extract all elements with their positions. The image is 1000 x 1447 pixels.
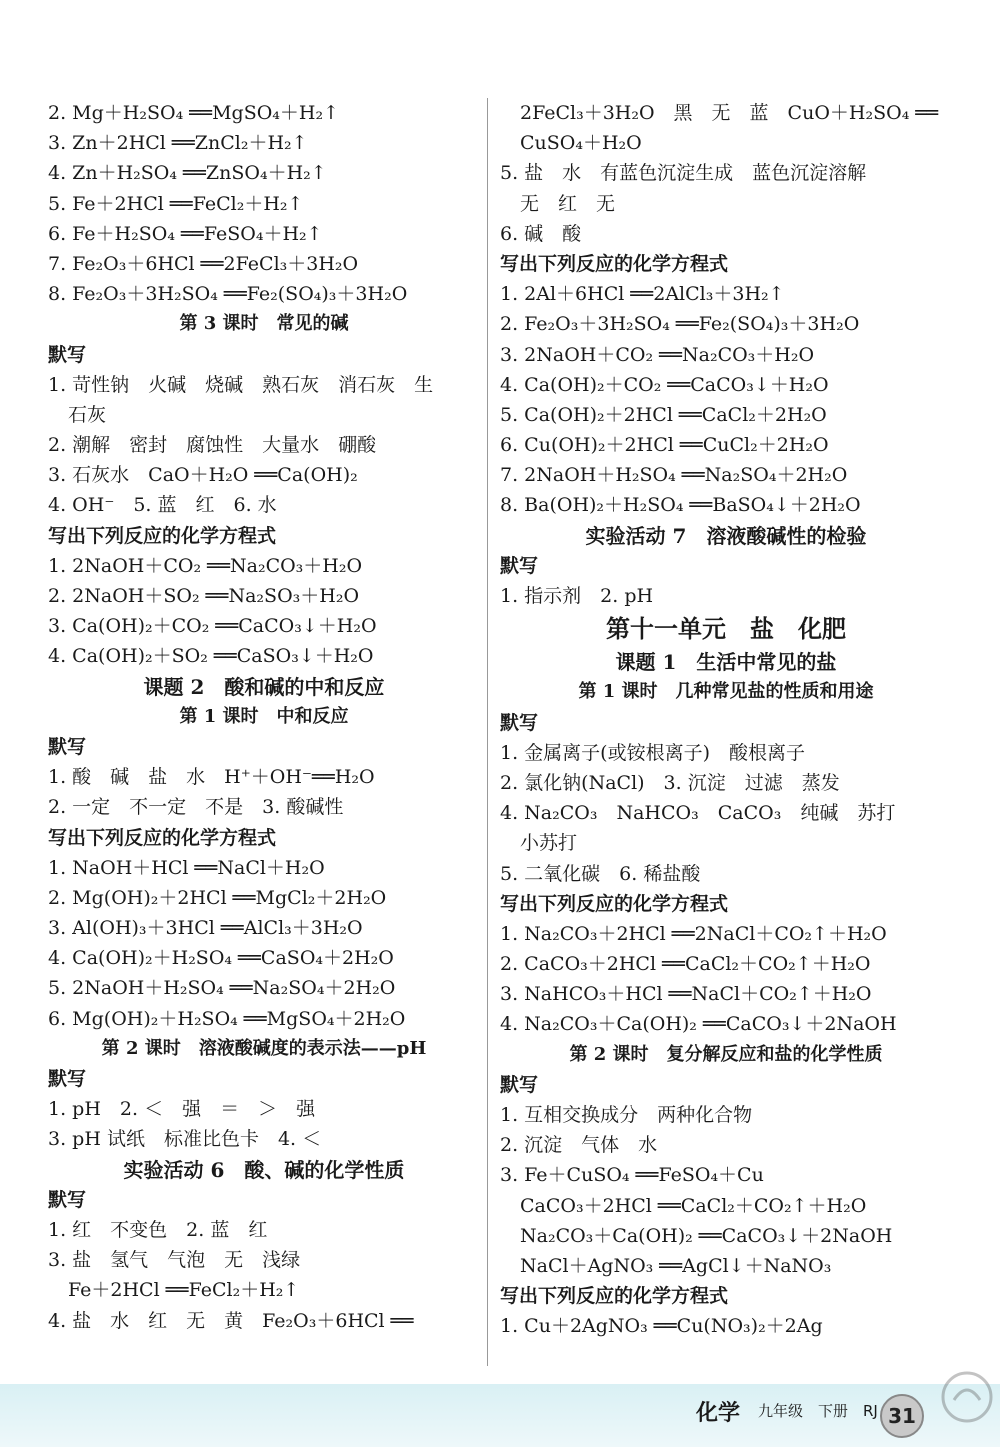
section-label: 默写: [48, 1188, 87, 1211]
answer-line: 1. NaOH＋HCl ══NaCl＋H₂O: [48, 856, 325, 879]
answer-line: 3. 盐 氢气 气泡 无 浅绿: [48, 1249, 301, 1272]
answer-line: 2. Fe₂O₃＋3H₂SO₄ ══Fe₂(SO₄)₃＋3H₂O: [500, 313, 860, 336]
answer-line: CaCO₃＋2HCl ══CaCl₂＋CO₂↑＋H₂O: [520, 1194, 867, 1217]
section-label: 写出下列反应的化学方程式: [48, 826, 277, 849]
section-label: 写出下列反应的化学方程式: [500, 892, 729, 915]
watermark-logo-icon: [940, 1370, 995, 1425]
page-footer: [0, 1384, 1000, 1447]
answer-line: 8. Ba(OH)₂＋H₂SO₄ ══BaSO₄↓＋2H₂O: [500, 494, 861, 517]
section-label: 写出下列反应的化学方程式: [500, 252, 729, 275]
answer-line: 4. Na₂CO₃＋Ca(OH)₂ ══CaCO₃↓＋2NaOH: [500, 1013, 897, 1036]
section-label: 默写: [500, 711, 539, 734]
answer-line: 6. 碱 酸: [500, 222, 582, 245]
answer-line: 4. 盐 水 红 无 黄 Fe₂O₃＋6HCl ══: [48, 1309, 414, 1332]
answer-line: 5. Ca(OH)₂＋2HCl ══CaCl₂＋2H₂O: [500, 403, 827, 426]
answer-line: 5. 2NaOH＋H₂SO₄ ══Na₂SO₄＋2H₂O: [48, 977, 396, 1000]
column-divider: [487, 98, 488, 1366]
answer-line: 3. Zn＋2HCl ══ZnCl₂＋H₂↑: [48, 132, 308, 155]
answer-line: 4. OH⁻ 5. 蓝 红 6. 水: [48, 494, 277, 517]
answer-line: 3. Al(OH)₃＋3HCl ══AlCl₃＋3H₂O: [48, 917, 363, 940]
section-label: 默写: [500, 1073, 539, 1096]
answer-line: 7. Fe₂O₃＋6HCl ══2FeCl₃＋3H₂O: [48, 252, 359, 275]
answer-line: 2. Mg(OH)₂＋2HCl ══MgCl₂＋2H₂O: [48, 886, 387, 909]
answer-line: Fe＋2HCl ══FeCl₂＋H₂↑: [68, 1279, 300, 1302]
left-column: [48, 98, 480, 1336]
answer-line: 8. Fe₂O₃＋3H₂SO₄ ══Fe₂(SO₄)₃＋3H₂O: [48, 283, 408, 306]
answer-line: 1. 红 不变色 2. 蓝 红: [48, 1218, 268, 1241]
answer-line: 2. 氯化钠(NaCl) 3. 沉淀 过滤 蒸发: [500, 771, 840, 794]
section-label: 写出下列反应的化学方程式: [48, 524, 277, 547]
answer-line: 3. 2NaOH＋CO₂ ══Na₂CO₃＋H₂O: [500, 343, 815, 366]
right-column: [500, 98, 952, 1342]
answer-line: 1. 苛性钠 火碱 烧碱 熟石灰 消石灰 生: [48, 373, 434, 396]
answer-line: 6. Cu(OH)₂＋2HCl ══CuCl₂＋2H₂O: [500, 434, 829, 457]
answer-line: 1. Cu＋2AgNO₃ ══Cu(NO₃)₂＋2Ag: [500, 1315, 823, 1338]
answer-line: 1. Na₂CO₃＋2HCl ══2NaCl＋CO₂↑＋H₂O: [500, 922, 887, 945]
answer-line: 2. 潮解 密封 腐蚀性 大量水 硼酸: [48, 434, 377, 457]
answer-line: 3. 石灰水 CaO＋H₂O ══Ca(OH)₂: [48, 464, 358, 487]
answer-line: 1. 指示剂 2. pH: [500, 585, 654, 607]
answer-line: 2. CaCO₃＋2HCl ══CaCl₂＋CO₂↑＋H₂O: [500, 953, 871, 976]
topic-heading: 实验活动 6 酸、碱的化学性质: [123, 1157, 405, 1182]
answer-line: CuSO₄＋H₂O: [520, 132, 642, 155]
lesson-heading: 第 2 课时 溶液酸碱度的表示法——pH: [101, 1037, 427, 1059]
footer-subject: 化学: [696, 1401, 741, 1426]
answer-line: 小苏打: [520, 832, 578, 855]
answer-line: 4. Ca(OH)₂＋CO₂ ══CaCO₃↓＋H₂O: [500, 373, 829, 396]
section-label: 写出下列反应的化学方程式: [500, 1285, 729, 1308]
unit-heading: 第十一单元 盐 化肥: [606, 614, 846, 644]
topic-heading: 课题 1 生活中常见的盐: [615, 650, 837, 675]
lesson-heading: 第 1 课时 中和反应: [179, 705, 349, 727]
answer-line: 3. pH 试纸 标准比色卡 4. ＜: [48, 1128, 322, 1151]
topic-heading: 实验活动 7 溶液酸碱性的检验: [585, 523, 867, 548]
answer-line: 4. Ca(OH)₂＋SO₂ ══CaSO₃↓＋H₂O: [48, 645, 374, 668]
answer-line: 5. Fe＋2HCl ══FeCl₂＋H₂↑: [48, 192, 304, 215]
answer-line: 1. 金属离子(或铵根离子) 酸根离子: [500, 741, 805, 764]
answer-line: 2. 2NaOH＋SO₂ ══Na₂SO₃＋H₂O: [48, 585, 360, 607]
lesson-heading: 第 2 课时 复分解反应和盐的化学性质: [569, 1043, 883, 1065]
answer-line: 7. 2NaOH＋H₂SO₄ ══Na₂SO₄＋2H₂O: [500, 464, 848, 487]
answer-line: 1. 2NaOH＋CO₂ ══Na₂CO₃＋H₂O: [48, 554, 363, 577]
answer-line: 石灰: [68, 403, 107, 426]
answer-line: 6. Mg(OH)₂＋H₂SO₄ ══MgSO₄＋2H₂O: [48, 1007, 406, 1030]
page-number: 31: [880, 1394, 924, 1438]
answer-line: Na₂CO₃＋Ca(OH)₂ ══CaCO₃↓＋2NaOH: [520, 1224, 893, 1247]
answer-line: 3. Fe＋CuSO₄ ══FeSO₄＋Cu: [500, 1164, 764, 1187]
section-label: 默写: [500, 554, 539, 577]
answer-line: 3. NaHCO₃＋HCl ══NaCl＋CO₂↑＋H₂O: [500, 983, 872, 1006]
answer-line: 5. 二氧化碳 6. 稀盐酸: [500, 862, 701, 885]
answer-line: 4. Na₂CO₃ NaHCO₃ CaCO₃ 纯碱 苏打: [500, 802, 896, 825]
section-label: 默写: [48, 1068, 87, 1090]
section-label: 默写: [48, 343, 87, 366]
answer-line: 2. 一定 不一定 不是 3. 酸碱性: [48, 796, 344, 819]
answer-line: 5. 盐 水 有蓝色沉淀生成 蓝色沉淀溶解: [500, 162, 867, 185]
footer-grade: 九年级 下册 RJ: [758, 1402, 878, 1420]
answer-line: 2. Mg＋H₂SO₄ ══MgSO₄＋H₂↑: [48, 102, 340, 124]
answer-line: 2. 沉淀 气体 水: [500, 1134, 658, 1157]
answer-line: NaCl＋AgNO₃ ══AgCl↓＋NaNO₃: [520, 1254, 832, 1277]
answer-line: 4. Zn＋H₂SO₄ ══ZnSO₄＋H₂↑: [48, 162, 327, 185]
lesson-heading: 第 3 课时 常见的碱: [179, 313, 349, 335]
answer-line: 6. Fe＋H₂SO₄ ══FeSO₄＋H₂↑: [48, 222, 323, 245]
answer-line: 4. Ca(OH)₂＋H₂SO₄ ══CaSO₄＋2H₂O: [48, 947, 394, 970]
answer-line: 1. 2Al＋6HCl ══2AlCl₃＋3H₂↑: [500, 283, 785, 306]
answer-line: 3. Ca(OH)₂＋CO₂ ══CaCO₃↓＋H₂O: [48, 615, 377, 638]
answer-line: 2FeCl₃＋3H₂O 黑 无 蓝 CuO＋H₂SO₄ ══: [520, 102, 939, 124]
answer-line: 1. 互相交换成分 两种化合物: [500, 1104, 753, 1126]
answer-line: 无 红 无: [520, 192, 616, 215]
answer-line: 1. 酸 碱 盐 水 H⁺＋OH⁻══H₂O: [48, 766, 375, 789]
topic-heading: 课题 2 酸和碱的中和反应: [143, 674, 385, 699]
section-label: 默写: [48, 735, 87, 758]
lesson-heading: 第 1 课时 几种常见盐的性质和用途: [578, 681, 874, 703]
answer-line: 1. pH 2. ＜ 强 ＝ ＞ 强: [48, 1098, 316, 1121]
